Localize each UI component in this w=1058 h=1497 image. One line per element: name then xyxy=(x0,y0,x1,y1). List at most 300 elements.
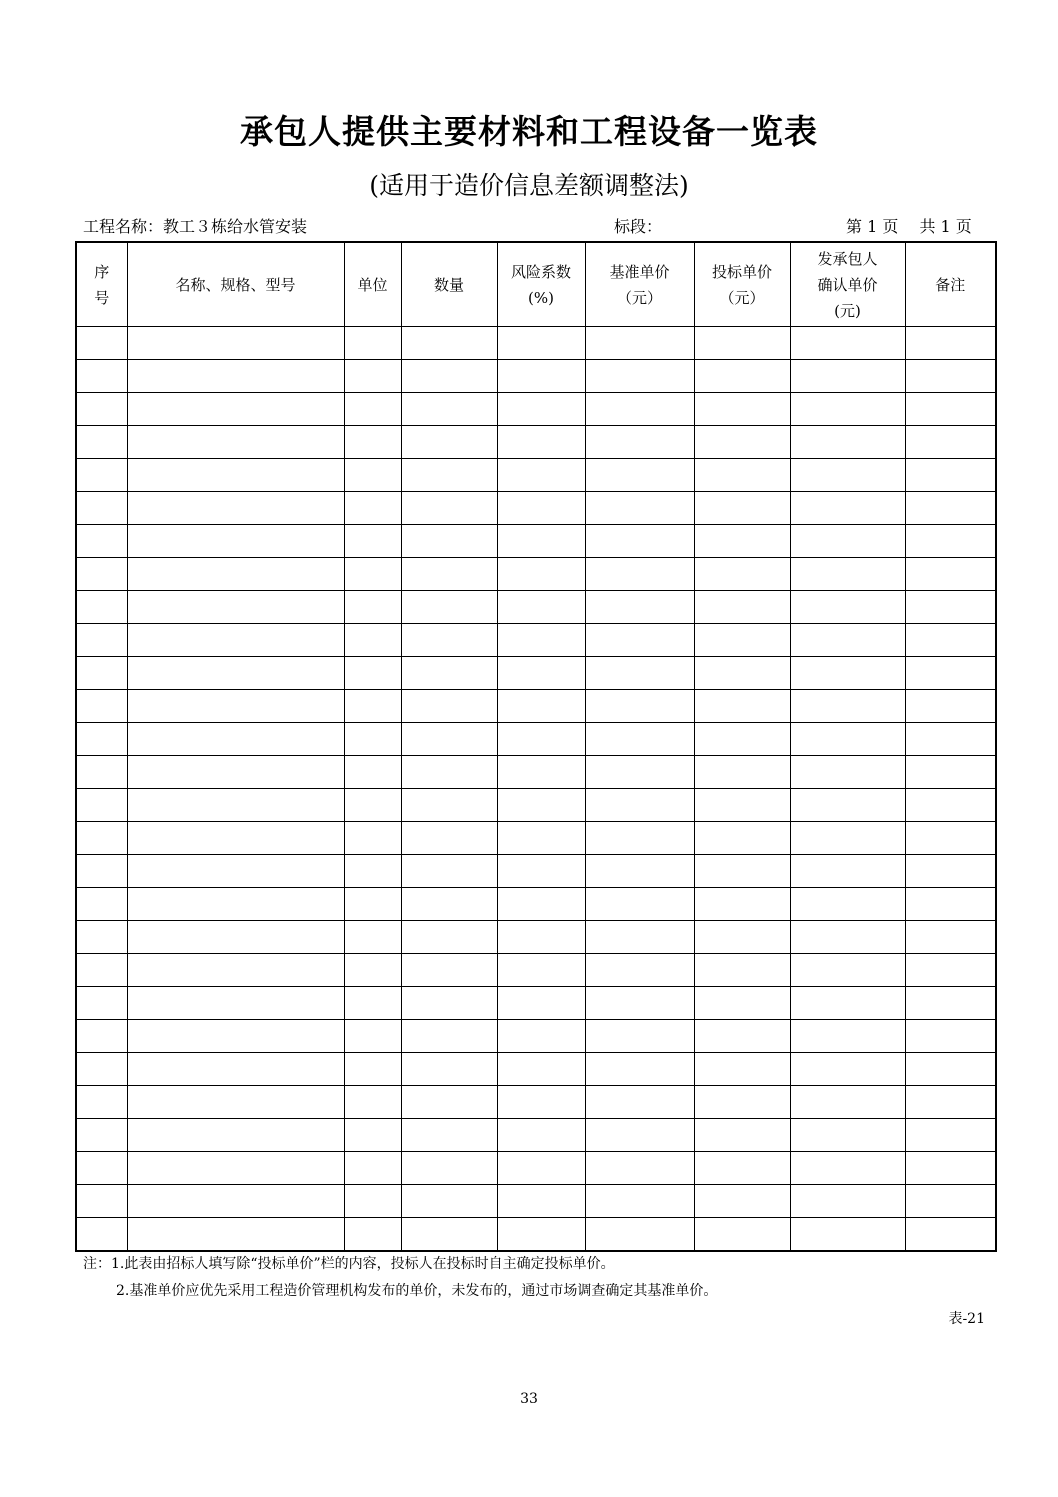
table-cell[interactable] xyxy=(401,492,497,525)
table-cell[interactable] xyxy=(585,426,694,459)
table-cell[interactable] xyxy=(127,723,344,756)
table-row xyxy=(76,690,996,723)
table-cell[interactable] xyxy=(905,1185,996,1218)
table-cell[interactable] xyxy=(790,591,905,624)
table-cell[interactable] xyxy=(497,360,585,393)
table-cell[interactable] xyxy=(585,987,694,1020)
table-cell[interactable] xyxy=(344,426,401,459)
table-cell[interactable] xyxy=(694,888,790,921)
table-cell[interactable] xyxy=(76,888,127,921)
table-cell[interactable] xyxy=(497,1053,585,1086)
table-cell[interactable] xyxy=(401,690,497,723)
table-cell[interactable] xyxy=(344,756,401,789)
table-cell[interactable] xyxy=(76,591,127,624)
table-cell[interactable] xyxy=(585,1053,694,1086)
table-cell[interactable] xyxy=(497,756,585,789)
table-row xyxy=(76,987,996,1020)
table-cell[interactable] xyxy=(790,822,905,855)
table-cell[interactable] xyxy=(905,360,996,393)
header-base-unit-price: 基准单价 （元） xyxy=(585,242,694,327)
table-cell[interactable] xyxy=(905,426,996,459)
table-cell[interactable] xyxy=(790,1185,905,1218)
table-cell[interactable] xyxy=(401,855,497,888)
table-cell[interactable] xyxy=(344,393,401,426)
table-cell[interactable] xyxy=(127,822,344,855)
table-cell[interactable] xyxy=(401,426,497,459)
table-cell[interactable] xyxy=(497,657,585,690)
table-cell[interactable] xyxy=(344,1185,401,1218)
table-cell[interactable] xyxy=(497,789,585,822)
table-cell[interactable] xyxy=(790,1218,905,1252)
table-cell[interactable] xyxy=(790,558,905,591)
table-id: 表-21 xyxy=(948,1311,985,1327)
table-cell[interactable] xyxy=(127,1020,344,1053)
table-cell[interactable] xyxy=(127,921,344,954)
table-cell[interactable] xyxy=(497,987,585,1020)
table-cell[interactable] xyxy=(790,1119,905,1152)
table-cell[interactable] xyxy=(497,690,585,723)
document-subtitle: (适用于造价信息差额调整法) xyxy=(369,171,689,200)
table-cell[interactable] xyxy=(497,393,585,426)
header-serial-no: 序 号 xyxy=(76,242,127,327)
table-cell[interactable] xyxy=(127,525,344,558)
table-cell[interactable] xyxy=(497,822,585,855)
table-cell[interactable] xyxy=(694,624,790,657)
table-cell[interactable] xyxy=(127,558,344,591)
table-cell[interactable] xyxy=(694,1086,790,1119)
table-cell[interactable] xyxy=(76,1185,127,1218)
table-cell[interactable] xyxy=(694,1218,790,1252)
table-cell[interactable] xyxy=(344,1119,401,1152)
table-row xyxy=(76,525,996,558)
table-cell[interactable] xyxy=(127,624,344,657)
table-row xyxy=(76,1218,996,1252)
table-cell[interactable] xyxy=(905,690,996,723)
table-cell[interactable] xyxy=(401,1185,497,1218)
table-cell[interactable] xyxy=(344,459,401,492)
table-cell[interactable] xyxy=(401,327,497,360)
table-cell[interactable] xyxy=(401,1152,497,1185)
table-cell[interactable] xyxy=(585,327,694,360)
table-cell[interactable] xyxy=(905,327,996,360)
table-cell[interactable] xyxy=(76,492,127,525)
table-cell[interactable] xyxy=(694,1119,790,1152)
table-row xyxy=(76,756,996,789)
table-row xyxy=(76,360,996,393)
table-cell[interactable] xyxy=(344,822,401,855)
table-cell[interactable] xyxy=(497,1086,585,1119)
table-cell[interactable] xyxy=(497,1185,585,1218)
table-cell[interactable] xyxy=(401,360,497,393)
table-cell[interactable] xyxy=(905,624,996,657)
table-cell[interactable] xyxy=(585,360,694,393)
table-cell[interactable] xyxy=(127,360,344,393)
table-cell[interactable] xyxy=(694,855,790,888)
table-cell[interactable] xyxy=(790,987,905,1020)
table-cell[interactable] xyxy=(344,492,401,525)
table-cell[interactable] xyxy=(401,789,497,822)
table-cell[interactable] xyxy=(401,1020,497,1053)
table-cell[interactable] xyxy=(585,624,694,657)
table-cell[interactable] xyxy=(401,459,497,492)
table-cell[interactable] xyxy=(76,327,127,360)
table-cell[interactable] xyxy=(585,459,694,492)
table-cell[interactable] xyxy=(497,459,585,492)
table-cell[interactable] xyxy=(694,525,790,558)
table-cell[interactable] xyxy=(401,393,497,426)
table-cell[interactable] xyxy=(497,723,585,756)
table-cell[interactable] xyxy=(344,327,401,360)
table-cell[interactable] xyxy=(790,327,905,360)
table-cell[interactable] xyxy=(905,591,996,624)
project-name: 工程名称：教工３栋给水管安装 xyxy=(83,217,308,236)
table-cell[interactable] xyxy=(344,1218,401,1252)
table-cell[interactable] xyxy=(790,888,905,921)
table-cell[interactable] xyxy=(127,855,344,888)
table-cell[interactable] xyxy=(401,525,497,558)
table-cell[interactable] xyxy=(790,492,905,525)
table-cell[interactable] xyxy=(344,921,401,954)
table-cell[interactable] xyxy=(905,1152,996,1185)
table-cell[interactable] xyxy=(344,558,401,591)
table-cell[interactable] xyxy=(344,624,401,657)
table-cell[interactable] xyxy=(401,1086,497,1119)
table-cell[interactable] xyxy=(694,1152,790,1185)
note-1: 注：1.此表由招标人填写除“投标单价”栏的内容，投标人在投标时自主确定投标单价。 xyxy=(83,1256,615,1272)
table-cell[interactable] xyxy=(790,921,905,954)
table-cell[interactable] xyxy=(76,657,127,690)
table-cell[interactable] xyxy=(127,459,344,492)
table-cell[interactable] xyxy=(497,327,585,360)
table-cell[interactable] xyxy=(127,1218,344,1252)
table-cell[interactable] xyxy=(694,459,790,492)
table-cell[interactable] xyxy=(497,624,585,657)
table-cell[interactable] xyxy=(497,921,585,954)
table-cell[interactable] xyxy=(694,690,790,723)
table-cell[interactable] xyxy=(790,360,905,393)
table-cell[interactable] xyxy=(497,1020,585,1053)
table-cell[interactable] xyxy=(694,822,790,855)
table-cell[interactable] xyxy=(790,954,905,987)
table-cell[interactable] xyxy=(127,954,344,987)
table-row xyxy=(76,1119,996,1152)
table-cell[interactable] xyxy=(76,987,127,1020)
table-cell[interactable] xyxy=(585,558,694,591)
table-cell[interactable] xyxy=(905,855,996,888)
table-row xyxy=(76,624,996,657)
table-cell[interactable] xyxy=(344,888,401,921)
table-cell[interactable] xyxy=(905,756,996,789)
table-row xyxy=(76,459,996,492)
table-cell[interactable] xyxy=(694,789,790,822)
table-cell[interactable] xyxy=(401,822,497,855)
table-cell[interactable] xyxy=(127,888,344,921)
table-cell[interactable] xyxy=(401,558,497,591)
table-row xyxy=(76,558,996,591)
table-cell[interactable] xyxy=(127,987,344,1020)
table-cell[interactable] xyxy=(694,1185,790,1218)
table-cell[interactable] xyxy=(694,1053,790,1086)
table-cell[interactable] xyxy=(905,1119,996,1152)
table-cell[interactable] xyxy=(497,855,585,888)
table-cell[interactable] xyxy=(76,360,127,393)
table-row xyxy=(76,1152,996,1185)
table-cell[interactable] xyxy=(585,657,694,690)
table-cell[interactable] xyxy=(790,855,905,888)
table-cell[interactable] xyxy=(585,1020,694,1053)
table-cell[interactable] xyxy=(76,1152,127,1185)
table-body xyxy=(76,327,996,1252)
table-cell[interactable] xyxy=(76,1119,127,1152)
table-cell[interactable] xyxy=(344,789,401,822)
table-cell[interactable] xyxy=(76,393,127,426)
table-cell[interactable] xyxy=(905,393,996,426)
table-cell[interactable] xyxy=(905,1086,996,1119)
table-cell[interactable] xyxy=(905,492,996,525)
header-confirmed-unit-price: 发承包人 确认单价 (元) xyxy=(790,242,905,327)
table-cell[interactable] xyxy=(401,624,497,657)
note-2: 2.基准单价应优先采用工程造价管理机构发布的单价，未发布的，通过市场调查确定其基准单价。 xyxy=(116,1283,718,1299)
table-cell[interactable] xyxy=(694,591,790,624)
table-cell[interactable] xyxy=(790,1053,905,1086)
table-cell[interactable] xyxy=(401,723,497,756)
table-cell[interactable] xyxy=(694,954,790,987)
table-cell[interactable] xyxy=(127,1086,344,1119)
table-cell[interactable] xyxy=(76,822,127,855)
table-cell[interactable] xyxy=(694,756,790,789)
table-cell[interactable] xyxy=(344,1152,401,1185)
table-row xyxy=(76,591,996,624)
table-cell[interactable] xyxy=(127,327,344,360)
table-cell[interactable] xyxy=(344,987,401,1020)
table-cell[interactable] xyxy=(344,591,401,624)
table-cell[interactable] xyxy=(585,1086,694,1119)
table-cell[interactable] xyxy=(344,1086,401,1119)
table-cell[interactable] xyxy=(694,558,790,591)
table-cell[interactable] xyxy=(344,1053,401,1086)
table-cell[interactable] xyxy=(497,1119,585,1152)
table-row xyxy=(76,327,996,360)
table-row xyxy=(76,1185,996,1218)
table-cell[interactable] xyxy=(127,1053,344,1086)
section-label: 标段： xyxy=(614,217,663,236)
table-cell[interactable] xyxy=(76,426,127,459)
table-row xyxy=(76,822,996,855)
table-cell[interactable] xyxy=(585,723,694,756)
table-cell[interactable] xyxy=(905,1020,996,1053)
table-cell[interactable] xyxy=(76,756,127,789)
table-cell[interactable] xyxy=(497,525,585,558)
table-cell[interactable] xyxy=(127,1185,344,1218)
table-cell[interactable] xyxy=(401,987,497,1020)
table-row xyxy=(76,789,996,822)
table-cell[interactable] xyxy=(905,459,996,492)
table-cell[interactable] xyxy=(76,1086,127,1119)
table-cell[interactable] xyxy=(127,789,344,822)
table-cell[interactable] xyxy=(127,492,344,525)
header-name-spec-model: 名称、规格、型号 xyxy=(127,242,344,327)
table-cell[interactable] xyxy=(585,492,694,525)
table-cell[interactable] xyxy=(790,789,905,822)
table-cell[interactable] xyxy=(790,1086,905,1119)
table-cell[interactable] xyxy=(76,954,127,987)
page-indicator: 第 1 页 共 1 页 xyxy=(846,217,972,236)
table-cell[interactable] xyxy=(497,954,585,987)
table-cell[interactable] xyxy=(905,723,996,756)
table-cell[interactable] xyxy=(76,723,127,756)
table-row xyxy=(76,1053,996,1086)
table-cell[interactable] xyxy=(497,591,585,624)
table-cell[interactable] xyxy=(76,789,127,822)
table-cell[interactable] xyxy=(790,525,905,558)
materials-table xyxy=(75,241,997,1252)
table-cell[interactable] xyxy=(127,426,344,459)
table-cell[interactable] xyxy=(694,492,790,525)
table-cell[interactable] xyxy=(585,921,694,954)
table-cell[interactable] xyxy=(585,789,694,822)
table-cell[interactable] xyxy=(127,756,344,789)
table-cell[interactable] xyxy=(790,690,905,723)
table-cell[interactable] xyxy=(790,723,905,756)
table-cell[interactable] xyxy=(905,558,996,591)
table-row xyxy=(76,1020,996,1053)
table-cell[interactable] xyxy=(790,1152,905,1185)
table-cell[interactable] xyxy=(694,723,790,756)
table-cell[interactable] xyxy=(76,525,127,558)
table-row xyxy=(76,855,996,888)
table-cell[interactable] xyxy=(497,426,585,459)
table-cell[interactable] xyxy=(76,690,127,723)
table-cell[interactable] xyxy=(585,1119,694,1152)
table-cell[interactable] xyxy=(585,393,694,426)
table-cell[interactable] xyxy=(585,822,694,855)
table-cell[interactable] xyxy=(344,657,401,690)
table-cell[interactable] xyxy=(497,492,585,525)
table-cell[interactable] xyxy=(585,1218,694,1252)
table-cell[interactable] xyxy=(694,921,790,954)
table-cell[interactable] xyxy=(585,954,694,987)
table-cell[interactable] xyxy=(76,921,127,954)
table-cell[interactable] xyxy=(905,822,996,855)
table-cell[interactable] xyxy=(585,1185,694,1218)
header-risk-coefficient: 风险系数 (%) xyxy=(497,242,585,327)
table-row xyxy=(76,393,996,426)
table-cell[interactable] xyxy=(127,690,344,723)
table-cell[interactable] xyxy=(76,1218,127,1252)
table-cell[interactable] xyxy=(905,921,996,954)
table-cell[interactable] xyxy=(401,1119,497,1152)
header-bid-unit-price: 投标单价 （元） xyxy=(694,242,790,327)
table-row xyxy=(76,426,996,459)
table-cell[interactable] xyxy=(344,723,401,756)
table-cell[interactable] xyxy=(585,855,694,888)
table-cell[interactable] xyxy=(344,855,401,888)
table-cell[interactable] xyxy=(127,1119,344,1152)
header-quantity: 数量 xyxy=(401,242,497,327)
table-cell[interactable] xyxy=(905,888,996,921)
table-cell[interactable] xyxy=(401,756,497,789)
table-cell[interactable] xyxy=(905,1053,996,1086)
table-cell[interactable] xyxy=(127,657,344,690)
table-cell[interactable] xyxy=(401,921,497,954)
table-row xyxy=(76,888,996,921)
table-cell[interactable] xyxy=(790,459,905,492)
table-cell[interactable] xyxy=(401,1218,497,1252)
table-cell[interactable] xyxy=(127,1152,344,1185)
table-cell[interactable] xyxy=(401,657,497,690)
table-cell[interactable] xyxy=(694,393,790,426)
table-cell[interactable] xyxy=(905,987,996,1020)
table-cell[interactable] xyxy=(694,1020,790,1053)
table-header-row xyxy=(76,242,996,327)
table-cell[interactable] xyxy=(401,1053,497,1086)
header-remarks: 备注 xyxy=(905,242,996,327)
table-cell[interactable] xyxy=(76,558,127,591)
table-cell[interactable] xyxy=(790,624,905,657)
table-row xyxy=(76,921,996,954)
table-cell[interactable] xyxy=(694,360,790,393)
table-cell[interactable] xyxy=(497,888,585,921)
table-cell[interactable] xyxy=(497,1152,585,1185)
table-cell[interactable] xyxy=(585,1152,694,1185)
table-cell[interactable] xyxy=(585,591,694,624)
table-cell[interactable] xyxy=(127,393,344,426)
table-cell[interactable] xyxy=(905,789,996,822)
document-title: 承包人提供主要材料和工程设备一览表 xyxy=(240,112,818,151)
table-cell[interactable] xyxy=(401,591,497,624)
table-cell[interactable] xyxy=(344,690,401,723)
table-cell[interactable] xyxy=(344,1020,401,1053)
table-cell[interactable] xyxy=(585,888,694,921)
table-cell[interactable] xyxy=(76,1053,127,1086)
table-cell[interactable] xyxy=(790,393,905,426)
table-cell[interactable] xyxy=(694,327,790,360)
table-cell[interactable] xyxy=(401,954,497,987)
table-cell[interactable] xyxy=(344,525,401,558)
table-cell[interactable] xyxy=(585,756,694,789)
table-cell[interactable] xyxy=(401,888,497,921)
table-cell[interactable] xyxy=(905,954,996,987)
header-unit: 单位 xyxy=(344,242,401,327)
table-row xyxy=(76,954,996,987)
table-cell[interactable] xyxy=(905,1218,996,1252)
table-cell[interactable] xyxy=(344,360,401,393)
table-cell[interactable] xyxy=(790,657,905,690)
table-cell[interactable] xyxy=(127,591,344,624)
table-cell[interactable] xyxy=(905,525,996,558)
table-cell[interactable] xyxy=(790,426,905,459)
table-cell[interactable] xyxy=(905,657,996,690)
table-cell[interactable] xyxy=(76,1020,127,1053)
table-cell[interactable] xyxy=(76,459,127,492)
table-cell[interactable] xyxy=(497,1218,585,1252)
table-cell[interactable] xyxy=(694,657,790,690)
table-cell[interactable] xyxy=(694,987,790,1020)
table-row xyxy=(76,492,996,525)
table-row xyxy=(76,1086,996,1119)
table-cell[interactable] xyxy=(790,1020,905,1053)
table-cell[interactable] xyxy=(76,624,127,657)
table-cell[interactable] xyxy=(694,426,790,459)
table-cell[interactable] xyxy=(585,690,694,723)
table-cell[interactable] xyxy=(585,525,694,558)
table-row xyxy=(76,657,996,690)
table-row xyxy=(76,723,996,756)
table-cell[interactable] xyxy=(76,855,127,888)
table-cell[interactable] xyxy=(790,756,905,789)
table-cell[interactable] xyxy=(497,558,585,591)
table-cell[interactable] xyxy=(344,954,401,987)
